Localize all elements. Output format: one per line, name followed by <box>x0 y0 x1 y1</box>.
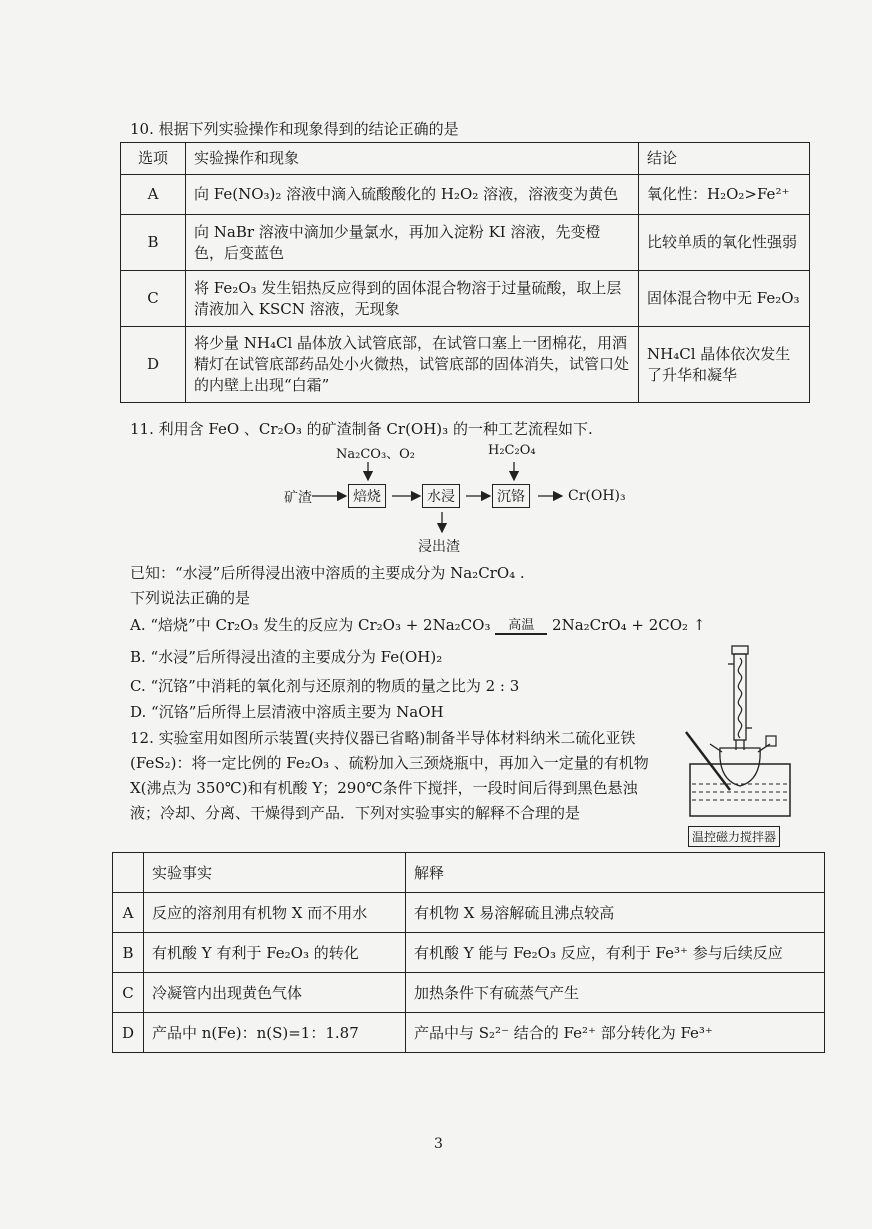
header-conclusion: 结论 <box>639 143 810 175</box>
table-row <box>121 175 810 215</box>
flow-step-leach: 水浸 <box>422 484 460 508</box>
option-a <box>130 614 705 635</box>
page-number: 3 <box>434 1136 443 1152</box>
question-11-prompt: 下列说法正确的是 <box>130 589 251 607</box>
option-a-products: 2Na₂CrO₄ + 2CO₂ ↑ <box>552 616 706 634</box>
header-explanation: 解释 <box>406 853 825 893</box>
row-fact: 产品中 n(Fe)：n(S)=1：1.87 <box>144 1013 406 1053</box>
option-b: B. “水浸”后所得浸出渣的主要成分为 Fe(OH)₂ <box>130 648 443 666</box>
row-fact: 有机酸 Y 有利于 Fe₂O₃ 的转化 <box>144 933 406 973</box>
option-c: C. “沉铬”中消耗的氧化剂与还原剂的物质的量之比为 2 : 3 <box>130 677 520 695</box>
row-explanation: 有机酸 Y 能与 Fe₂O₃ 反应，有利于 Fe³⁺ 参与后续反应 <box>406 933 825 973</box>
option-d: D. “沉铬”后所得上层清液中溶质主要为 NaOH <box>130 703 444 721</box>
row-option: D <box>121 327 186 403</box>
apparatus-label: 温控磁力搅拌器 <box>688 826 780 847</box>
apparatus-drawing <box>680 640 800 830</box>
flow-step-roast: 焙烧 <box>348 484 386 508</box>
row-explanation: 有机物 X 易溶解硫且沸点较高 <box>406 893 825 933</box>
flow-reagent-1: Na₂CO₃、O₂ <box>336 447 416 462</box>
table-row <box>113 973 825 1013</box>
reaction-condition: 高温 <box>495 619 547 635</box>
question-10-title: 10. 根据下列实验操作和现象得到的结论正确的是 <box>130 120 459 138</box>
header-option: 选项 <box>121 143 186 175</box>
row-explanation: 产品中与 S₂²⁻ 结合的 Fe²⁺ 部分转化为 Fe³⁺ <box>406 1013 825 1053</box>
table-row <box>121 215 810 271</box>
row-fact: 冷凝管内出现黄色气体 <box>144 973 406 1013</box>
process-flow-diagram <box>270 440 650 560</box>
row-operation: 向 NaBr 溶液中滴加少量氯水，再加入淀粉 KI 溶液，先变橙色，后变蓝色 <box>186 215 639 271</box>
reaction-arrow <box>495 619 547 635</box>
table-row <box>113 933 825 973</box>
row-operation: 向 Fe(NO₃)₂ 溶液中滴入硫酸酸化的 H₂O₂ 溶液，溶液变为黄色 <box>186 175 639 215</box>
known-info: 已知：“水浸”后所得浸出液中溶质的主要成分为 Na₂CrO₄ . <box>130 564 525 582</box>
apparatus-figure <box>680 640 800 852</box>
header-blank <box>113 853 144 893</box>
table-row <box>113 893 825 933</box>
table-row <box>113 1013 825 1053</box>
row-conclusion: 固体混合物中无 Fe₂O₃ <box>639 271 810 327</box>
header-operation: 实验操作和现象 <box>186 143 639 175</box>
table-header-row <box>121 143 810 175</box>
table-row <box>121 327 810 403</box>
row-operation: 将 Fe₂O₃ 发生铝热反应得到的固体混合物溶于过量硫酸，取上层清液加入 KSCN 溶液，无现象 <box>186 271 639 327</box>
row-option: B <box>113 933 144 973</box>
row-option: D <box>113 1013 144 1053</box>
table-header-row <box>113 853 825 893</box>
option-a-text: A. “焙烧”中 Cr₂O₃ 发生的反应为 Cr₂O₃ + 2Na₂CO₃ <box>130 616 491 634</box>
flow-input: 矿渣 <box>284 490 312 506</box>
question-10-table <box>120 142 810 403</box>
row-explanation: 加热条件下有硫蒸气产生 <box>406 973 825 1013</box>
row-conclusion: NH₄Cl 晶体依次发生了升华和凝华 <box>639 327 810 403</box>
row-option: A <box>113 893 144 933</box>
question-12-table <box>112 852 825 1053</box>
flow-output: Cr(OH)₃ <box>568 488 626 504</box>
flow-step-precipitate: 沉铬 <box>492 484 530 508</box>
flow-residue: 浸出渣 <box>418 539 460 555</box>
table-row <box>121 271 810 327</box>
row-option: B <box>121 215 186 271</box>
row-option: C <box>113 973 144 1013</box>
question-12-text: 12. 实验室用如图所示装置(夹持仪器已省略)制备半导体材料纳米二硫化亚铁(FeS₂)：将一定比例的 Fe₂O₃ 、硫粉加入三颈烧瓶中，再加入一定量的有机物 X(沸点为 350℃)和有机酸 Y；290℃条件下搅拌，一段时间后得到黑色悬浊液；冷却、分离、干燥得到产品．下列对实验事实的解释不合理的是 <box>130 729 649 822</box>
row-operation: 将少量 NH₄Cl 晶体放入试管底部，在试管口塞上一团棉花，用酒精灯在试管底部药品处小火微热，试管底部的固体消失，试管口处的内壁上出现“白霜” <box>186 327 639 403</box>
row-fact: 反应的溶剂用有机物 X 而不用水 <box>144 893 406 933</box>
row-conclusion: 氧化性：H₂O₂>Fe²⁺ <box>639 175 810 215</box>
row-option: C <box>121 271 186 327</box>
flow-reagent-3: H₂C₂O₄ <box>488 443 536 458</box>
header-fact: 实验事实 <box>144 853 406 893</box>
question-11-title: 11. 利用含 FeO 、Cr₂O₃ 的矿渣制备 Cr(OH)₃ 的一种工艺流程如下. <box>130 420 593 438</box>
row-option: A <box>121 175 186 215</box>
row-conclusion: 比较单质的氧化性强弱 <box>639 215 810 271</box>
